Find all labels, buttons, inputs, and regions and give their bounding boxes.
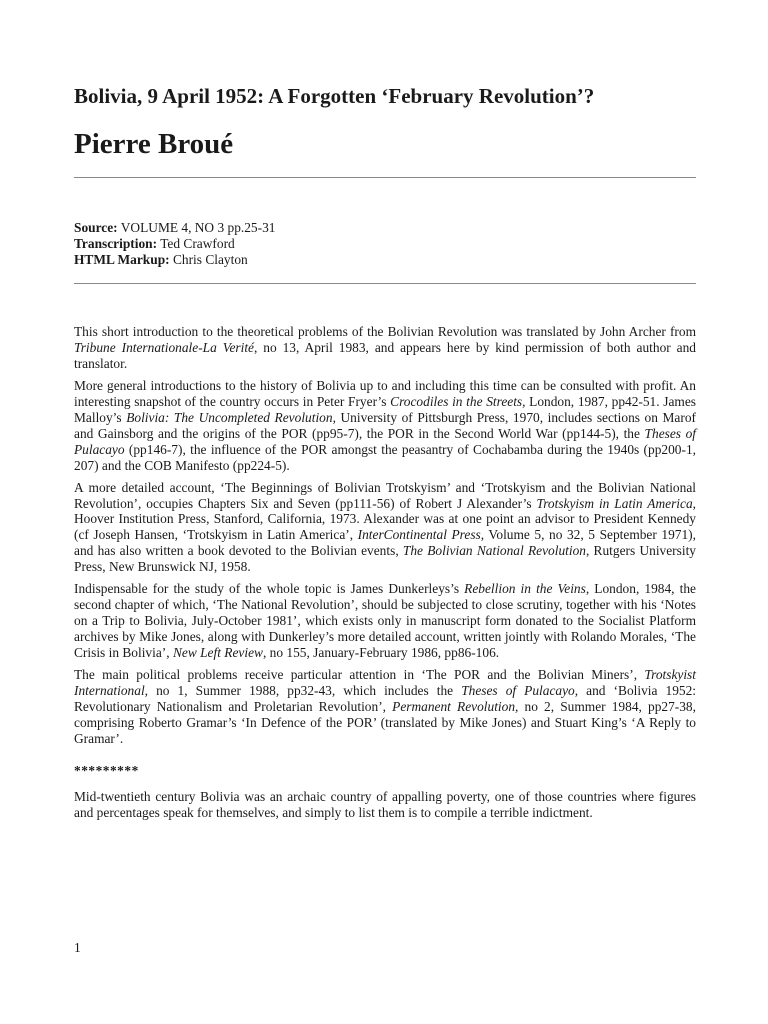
text-run: , no 155, January-February 1986, pp86-106. <box>262 645 500 661</box>
section-separator: ********* <box>74 762 139 778</box>
text-run: Indispensable for the study of the whole topic is James Dunkerleys’s <box>74 581 465 597</box>
document-title: Bolivia, 9 April 1952: A Forgotten ‘February Revolution’? <box>74 84 595 108</box>
text-run: The main political problems receive particular attention in ‘The POR and the Bolivian Miners’, <box>74 667 645 683</box>
paragraph <box>74 480 696 576</box>
text-run: , London, 1987, pp42-51. James Malloy’s <box>74 393 696 425</box>
text-run: , Hoover Institution Press, Stanford, California, 1973. Alexander was at one point an advisor to President Kennedy (cf Joseph Hansen, ‘Trotskyism in Latin America’, <box>74 495 696 543</box>
text-run: A more detailed account, ‘The Beginnings of Bolivian Trotskyism’ and ‘Trotskyism and the Bolivian National Revolution’, occupies Chapters Six and Seven (pp111-56) of Robert J Alexander’s <box>74 479 696 511</box>
divider-bottom <box>74 283 696 284</box>
italic-title: Theses of Pulacayo <box>461 683 575 699</box>
italic-title: Theses of Pulacayo <box>74 425 696 457</box>
text-run: This short introduction to the theoretical problems of the Bolivian Revolution was translated by John Archer from <box>74 324 696 339</box>
markup-value: Chris Clayton <box>172 252 248 267</box>
body-text <box>74 324 696 827</box>
paragraph: Mid-twentieth century Bolivia was an archaic country of appalling poverty, one of those countries where figures and percentages speak for themselves, and simply to list them is to compile a terrible indictment. <box>74 788 696 820</box>
text-run: , no 1, Summer 1988, pp32-43, which includes the <box>144 683 462 699</box>
source-label: Source: <box>74 220 118 235</box>
text-run: , no 13, April 1983, and appears here by kind permission of both author and translator. <box>74 339 697 371</box>
markup-label: HTML Markup: <box>74 252 170 267</box>
italic-title: Trotskyist International <box>74 667 696 699</box>
text-run: More general introductions to the history of Bolivia up to and including this time can be consulted with profit. An interesting snapshot of the country occurs in Peter Fryer’s <box>74 377 696 409</box>
italic-title: Crocodiles in the Streets <box>390 393 523 409</box>
text-run: , Rutgers University Press, New Brunswick NJ, 1958. <box>74 543 696 575</box>
author-name: Pierre Broué <box>74 128 234 160</box>
markup-line <box>74 252 275 268</box>
italic-title: Permanent Revolution <box>392 698 516 714</box>
page-number: 1 <box>74 940 81 955</box>
italic-title: Bolivia: The Uncompleted Revolution <box>126 409 333 425</box>
italic-title: Tribune Internationale-La Verité <box>74 339 254 355</box>
italic-title: Trotskyism in Latin America <box>536 495 693 511</box>
divider-top <box>74 177 696 178</box>
text-run: , University of Pittsburgh Press, 1970, includes sections on Marof and Gainsborg and the origins of the POR (pp95-7), the POR in the Second World War (pp144-5), the <box>74 409 696 441</box>
source-value: VOLUME 4, NO 3 pp.25-31 <box>120 220 276 235</box>
text-run: (pp146-7), the influence of the POR amongst the peasantry of Cochabamba during the 1940s (pp200-1, 207) and the COB Manifesto (pp224-5). <box>74 441 696 473</box>
italic-title: New Left Review <box>172 645 263 661</box>
italic-title: Rebellion in the Veins <box>464 581 586 597</box>
italic-title: InterContinental Press <box>357 527 481 543</box>
text-run: , no 2, Summer 1984, pp27-38, comprising Roberto Gramar’s ‘In Defence of the POR’ (translated by Mike Jones) and Stuart King’s ‘A Reply to Gramar’. <box>74 698 696 746</box>
transcription-label: Transcription: <box>74 236 158 251</box>
source-line <box>74 220 275 236</box>
metadata-block <box>74 220 275 268</box>
paragraph <box>74 378 696 474</box>
paragraph <box>74 667 696 747</box>
paragraph <box>74 581 696 661</box>
transcription-line <box>74 236 275 252</box>
text-run: , Volume 5, no 32, 5 September 1971), and has also written a book devoted to the Bolivian events, <box>74 527 696 559</box>
transcription-value: Ted Crawford <box>160 236 235 251</box>
text-run: , London, 1984, the second chapter of which, ‘The National Revolution’, should be subjected to close scrutiny, together with his ‘Notes on a Trip to Bolivia, July-October 1981’, which exists only in manuscript form donated to the Socialist Platform archives by Mike Jones, along with Dunkerley’s more detailed account, written jointly with Rolando Morales, ‘The Crisis in Bolivia’, <box>74 581 696 661</box>
italic-title: The Bolivian National Revolution <box>402 543 586 559</box>
intro-paragraphs <box>74 324 696 747</box>
paragraph <box>74 324 696 372</box>
text-run: , and ‘Bolivia 1952: Revolutionary Nationalism and Proletarian Revolution’, <box>74 683 696 714</box>
